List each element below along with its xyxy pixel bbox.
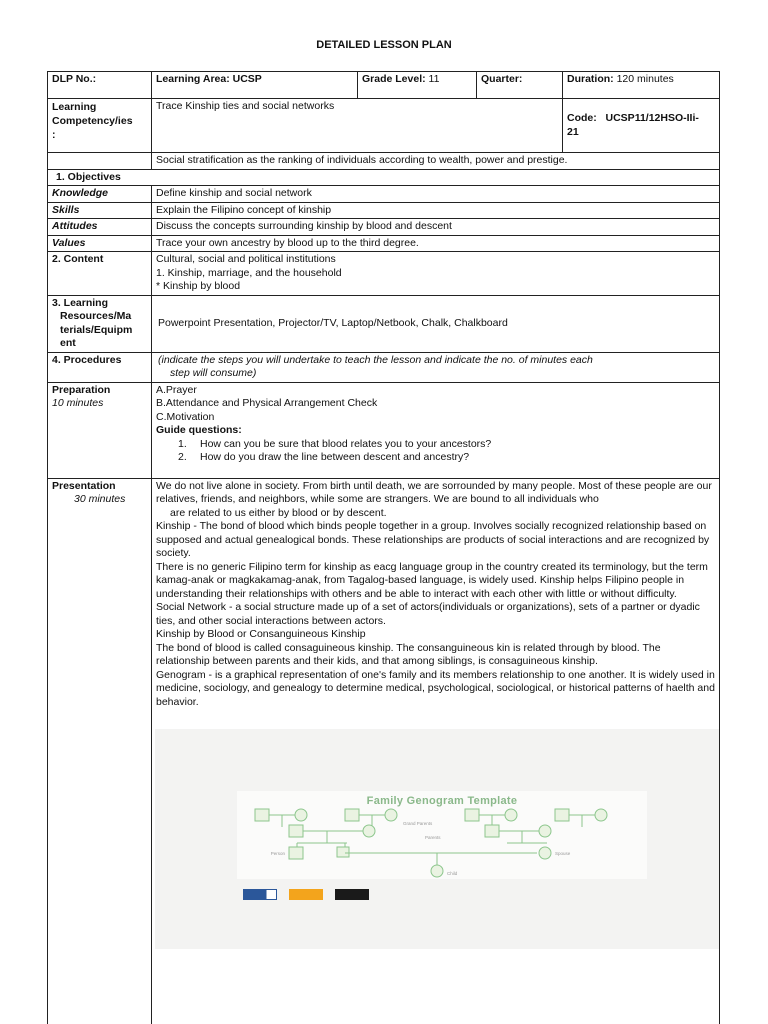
- preparation-label-cell: [48, 382, 152, 478]
- label-spouse: Spouse: [555, 851, 571, 856]
- objective-row-attitudes: [48, 219, 720, 236]
- objective-label: Knowledge: [48, 186, 152, 203]
- stratification-row: [48, 153, 720, 170]
- preparation-label: Preparation: [52, 383, 111, 396]
- objectives-heading-row: [48, 169, 720, 186]
- presentation-label-cell: [48, 478, 152, 1024]
- quarter-cell: Quarter:: [477, 72, 563, 99]
- label-parents: Parents: [425, 835, 441, 840]
- objective-value: Explain the Filipino concept of kinship: [152, 202, 720, 219]
- procedures-note: (indicate the steps you will undertake to teach the lesson and indicate the no. of minutes each step will consume): [152, 352, 720, 382]
- objective-row-knowledge: [48, 186, 720, 203]
- presentation-row: [48, 478, 720, 1024]
- header-row: [48, 72, 720, 99]
- objective-value: Discuss the concepts surrounding kinship by blood and descent: [152, 219, 720, 236]
- genogram-diagram: [237, 791, 647, 879]
- presentation-content: We do not live alone in society. From birth until death, we are sorrounded by many people. Most of these people are our relatives, friends, and neighbors, while some are strangers. We are bound to all individuals who are related to us either by blood or by descent. Kinship - The bond of blood which binds people together in a group. Involves socially recognized relationship based on supposed and actual genealogical bonds. These relationships are products of social interactions and are recognized by society. There is no generic Filipino term for kinship as eacg language group in the country created its terminology, but the term kamag-anak or magkakamag-anak, from Tagalog-based language, is widely used. Kinship helps Filipino people in understanding their relationships with others and be able to interact with each other with little or without difficulty. Social Network - a social structure made up of a set of actors(individuals or organizations), sets of a partner or dyadic ties, and other social interactions between actors. Kinship by Blood or Consanguineous Kinship The bond of blood is called consaguineous kinship. The consanguineous kin is related through by blood. The relationship between parents and their kids, and that among siblings, is consaguineous kinship. Genogram - is a graphical representation of one's family and its members relationship to one another. It is widely used in medicine, sociology, and genealogy to determine medical, psychological, sociological, or historical patterns of haelth and behavior. Family Genogram Template Grand Parents Parents Person Spouse Child: [152, 478, 720, 1024]
- competency-row: [48, 99, 720, 153]
- genogram-title: Family Genogram Template: [366, 795, 518, 807]
- preparation-row: [48, 382, 720, 478]
- competency-value: Trace Kinship ties and social networks: [152, 99, 563, 153]
- objective-row-values: [48, 235, 720, 252]
- list-item: 2. How do you draw the line between descent and ancestry?: [178, 451, 470, 463]
- objectives-heading: 1. Objectives: [48, 169, 720, 186]
- pdf-icon: [335, 889, 369, 900]
- stratification-text: Social stratification as the ranking of individuals according to wealth, power and prestige.: [152, 153, 720, 170]
- objective-label: Attitudes: [48, 219, 152, 236]
- code-cell: Code: UCSP11/12HSO-IIi- 21: [563, 99, 720, 153]
- duration-cell: Duration: 120 minutes: [563, 72, 720, 99]
- lesson-plan-table: [47, 71, 720, 1024]
- resources-value: Powerpoint Presentation, Projector/TV, Laptop/Netbook, Chalk, Chalkboard: [152, 295, 720, 352]
- objective-value: Trace your own ancestry by blood up to the third degree.: [152, 235, 720, 252]
- dlp-no-cell: DLP No.:: [48, 72, 152, 99]
- objective-value: Define kinship and social network: [152, 186, 720, 203]
- guide-questions-list: [178, 438, 715, 465]
- resources-label: 3. Learning Resources/Ma terials/Equipm ent: [48, 295, 152, 352]
- competency-label: Learning Competency/ies :: [48, 99, 152, 153]
- genogram-template: [237, 791, 647, 879]
- content-row: [48, 252, 720, 296]
- presentation-minutes: 30 minutes: [74, 493, 126, 505]
- empty-cell: [48, 153, 152, 170]
- list-item: 1. How can you be sure that blood relates you to your ancestors?: [178, 437, 492, 450]
- genogram-image: [155, 729, 719, 949]
- objective-label: Skills: [48, 202, 152, 219]
- objective-row-skills: [48, 202, 720, 219]
- grade-level-cell: Grade Level: 11: [358, 72, 477, 99]
- preparation-content: A.Prayer B.Attendance and Physical Arrangement Check C.Motivation Guide questions: 1. How can you be sure that blood relates you to your ancestors? 2. How do you draw the line between descent and ancestry?: [152, 382, 720, 478]
- word-icon: [243, 889, 277, 900]
- resources-row: [48, 295, 720, 352]
- content-label: 2. Content: [48, 252, 152, 296]
- objective-label: Values: [48, 235, 152, 252]
- label-child: Child: [447, 871, 458, 876]
- procedures-label: 4. Procedures: [48, 352, 152, 382]
- label-grandparents: Grand Parents: [403, 821, 433, 826]
- procedures-row: [48, 352, 720, 382]
- file-format-icons: [243, 889, 369, 900]
- document-title: DETAILED LESSON PLAN: [316, 39, 452, 51]
- learning-area-cell: Learning Area: UCSP: [152, 72, 358, 99]
- presentation-label: Presentation: [52, 479, 116, 492]
- pages-icon: [289, 889, 323, 900]
- content-value: Cultural, social and political institutions 1. Kinship, marriage, and the household * Kinship by blood: [152, 252, 720, 296]
- preparation-minutes: 10 minutes: [52, 397, 104, 409]
- label-person: Person: [270, 851, 285, 856]
- guide-questions-heading: Guide questions:: [156, 424, 242, 436]
